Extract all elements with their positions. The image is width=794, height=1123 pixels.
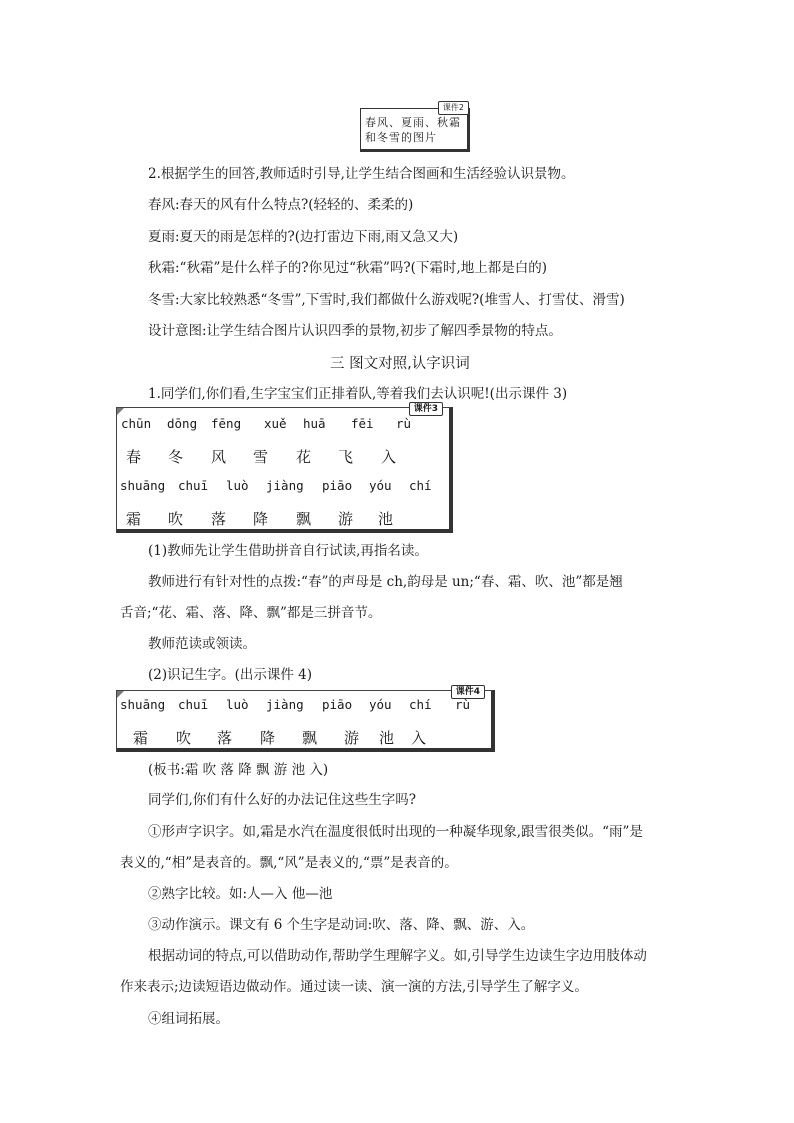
hanzi: 飘 <box>296 510 312 528</box>
hanzi: 霜 <box>133 729 149 747</box>
box-corner-mark <box>117 408 124 415</box>
pinyin: rù <box>455 697 471 712</box>
pinyin: luò <box>226 478 249 493</box>
paragraph-design-intent: 设计意图:让学生结合图片认识四季的景物,初步了解四季景物的特点。 <box>148 323 562 339</box>
hanzi: 入 <box>381 448 397 466</box>
pinyin: luò <box>226 697 249 712</box>
hanzi: 春 <box>126 448 142 466</box>
courseware-2-line-2: 和冬雪的图片 <box>365 131 437 144</box>
pinyin: chūn <box>121 416 152 431</box>
pinyin: fēng <box>211 416 242 431</box>
hanzi: 游 <box>338 510 354 528</box>
paragraph-method-1b: 表义的,“相”是表音的。飘,“风”是表义的,“票”是表音的。 <box>120 855 458 871</box>
paragraph-recognize: (2)识记生字。(出示课件 4) <box>148 667 313 683</box>
paragraph-model-read: 教师范读或领读。 <box>148 636 256 652</box>
pinyin: huā <box>303 416 326 431</box>
paragraph-action-2: 作来表示;边读短语边做动作。通过读一读、演一演的方法,引导学生了解字义。 <box>120 979 588 995</box>
hanzi: 池 <box>379 729 395 747</box>
paragraph-board-writing: (板书:霜 吹 落 降 飘 游 池 入) <box>148 762 329 778</box>
pinyin: shuāng <box>120 478 166 493</box>
courseware-3-tag: 课件3 <box>409 402 443 416</box>
courseware-2-card <box>360 103 470 152</box>
hanzi: 雪 <box>253 448 269 466</box>
hanzi: 风 <box>211 448 227 466</box>
paragraph-method-1a: ①形声字识字。如,霜是水汽在温度很低时出现的一种凝华现象,跟雪很类似。“雨”是 <box>148 824 643 840</box>
paragraph-pointer-2: 舌音;“花、霜、落、降、飘”都是三拼音节。 <box>120 605 382 621</box>
paragraph-summer-rain: 夏雨:夏天的雨是怎样的?(边打雷边下雨,雨又急又大) <box>148 229 459 245</box>
paragraph-pointer-1: 教师进行有针对性的点拨:“春”的声母是 ch,韵母是 un;“春、霜、吹、池”都是翘 <box>148 574 623 590</box>
pinyin: jiàng <box>266 478 304 493</box>
pinyin: chí <box>409 697 432 712</box>
paragraph-autumn-frost: 秋霜:“秋霜”是什么样子的?你见过“秋霜”吗?(下霜时,地上都是白的) <box>148 260 547 276</box>
hanzi: 入 <box>411 729 427 747</box>
pinyin: yóu <box>369 478 392 493</box>
paragraph-action-1: 根据动词的特点,可以借助动作,帮助学生理解字义。如,引导学生边读生字边用肢体动 <box>148 948 647 964</box>
hanzi: 落 <box>211 510 227 528</box>
hanzi: 霜 <box>126 510 142 528</box>
hanzi: 飞 <box>338 448 354 466</box>
hanzi: 吹 <box>176 729 192 747</box>
paragraph-self-read: (1)教师先让学生借助拼音自行试读,再指名读。 <box>148 543 428 559</box>
pinyin: chuī <box>178 697 209 712</box>
courseware-2-tag: 课件2 <box>438 101 469 115</box>
pinyin: dōng <box>167 416 198 431</box>
paragraph-intro-courseware-3: 1.同学们,你们看,生字宝宝们正排着队,等着我们去认识呢!(出示课件 3) <box>148 386 568 402</box>
hanzi: 落 <box>217 729 233 747</box>
paragraph-method-2: ②熟字比较。如:人—入 他—池 <box>148 886 333 902</box>
pinyin: yóu <box>369 697 392 712</box>
courseware-4-tag: 课件4 <box>451 685 485 699</box>
paragraph-question: 同学们,你们有什么好的办法记住这些生字吗? <box>148 792 417 808</box>
pinyin: fēi <box>351 416 374 431</box>
hanzi: 游 <box>344 729 360 747</box>
paragraph-method-3: ③动作演示。课文有 6 个生字是动词:吹、落、降、飘、游、入。 <box>148 917 535 933</box>
pinyin: jiàng <box>266 697 304 712</box>
section-heading-3: 三 图文对照,认字识词 <box>330 356 470 372</box>
courseware-2-line-1: 春风、夏雨、秋霜 <box>365 116 461 129</box>
paragraph-winter-snow: 冬雪:大家比较熟悉“冬雪”,下雪时,我们都做什么游戏呢?(堆雪人、打雪仗、滑雪) <box>148 292 625 308</box>
pinyin: piāo <box>322 697 353 712</box>
pinyin: chí <box>409 478 432 493</box>
hanzi: 降 <box>260 729 276 747</box>
hanzi: 池 <box>378 510 394 528</box>
pinyin: rù <box>396 416 412 431</box>
paragraph-method-4: ④组词拓展。 <box>148 1011 229 1027</box>
pinyin: piāo <box>322 478 353 493</box>
hanzi: 冬 <box>168 448 184 466</box>
hanzi: 吹 <box>168 510 184 528</box>
pinyin: chuī <box>178 478 209 493</box>
hanzi: 飘 <box>302 729 318 747</box>
pinyin: xuě <box>264 416 287 431</box>
paragraph-spring-wind: 春风:春天的风有什么特点?(轻轻的、柔柔的) <box>148 197 414 213</box>
paragraph-guide: 2.根据学生的回答,教师适时引导,让学生结合图画和生活经验认识景物。 <box>148 166 575 182</box>
hanzi: 降 <box>253 510 269 528</box>
hanzi: 花 <box>296 448 312 466</box>
pinyin: shuāng <box>120 697 166 712</box>
courseware-2-text <box>365 115 461 145</box>
